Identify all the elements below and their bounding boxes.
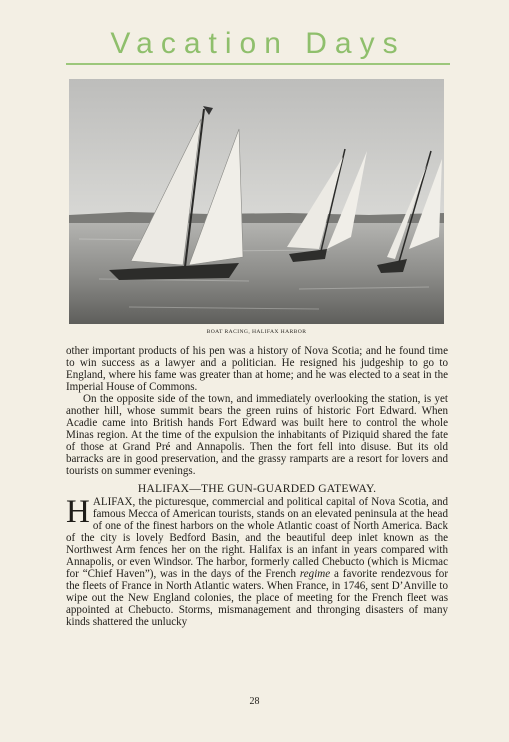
section-heading: HALIFAX—THE GUN-GUARDED GATEWAY. [137, 482, 377, 496]
paragraph-halifax-text-a: ALIFAX, the picturesque, commercial and political capital of Nova Scotia, and famous Mecca of American tourists, stands on an elevated peninsula at the head of one of the finest harbors on the whole Atlantic coast of North America. Back of the city is lovely Bedford Basin, and the beautiful deep inlet known as the Northwest Arm fences her on the right. Halifax is an infant in years compared with Annapolis, or even Windsor. The harbor, formerly called Chebucto (which is Micmac for “Chief Haven”), was in the days of the French [66, 496, 448, 581]
boat-racing-photograph [69, 79, 444, 324]
header-rule [66, 63, 450, 65]
drop-cap: H [66, 494, 90, 531]
paragraph-halifax-emphasis: regime [299, 568, 331, 581]
running-header-title: Vacation Days [110, 27, 406, 60]
paragraph-halifax [66, 494, 448, 628]
paragraph-fort-edward: On the opposite side of the town, and immediately overlooking the station, is yet another hill, whose summit bears the green ruins of historic Fort Edward. When Acadie came into British hands Fort Edward was built here to control the whole Minas region. At the time of the expulsion the inhabitants of Piziquid shared the fate of those at Grand Pré and Annapolis. Then the fort fell into disuse. But its old barracks are in good preservation, and the grassy ramparts are a resort for lovers and tourists on summer evenings. [66, 392, 448, 477]
paragraph-halifax-text-b: a favorite rendezvous for the fleets of France in North Atlantic waters. When France, in 1746, sent D’Anville to wipe out the New England colonies, the place of meeting for the French fleet was appointed at Chebucto. Storms, mismanagement and thronging disasters of many kinds shattered the unlucky [66, 568, 448, 628]
page-number: 28 [249, 696, 260, 707]
article-body [66, 346, 448, 629]
figure-caption: BOAT RACING, HALIFAX HARBOR [206, 329, 307, 335]
paragraph-history: other important products of his pen was a history of Nova Scotia; and he found time to win success as a lawyer and a politician. He resigned his judgeship to go to England, where his fame was greater than at home; and he was elected to a seat in the Imperial House of Commons. [66, 345, 448, 393]
